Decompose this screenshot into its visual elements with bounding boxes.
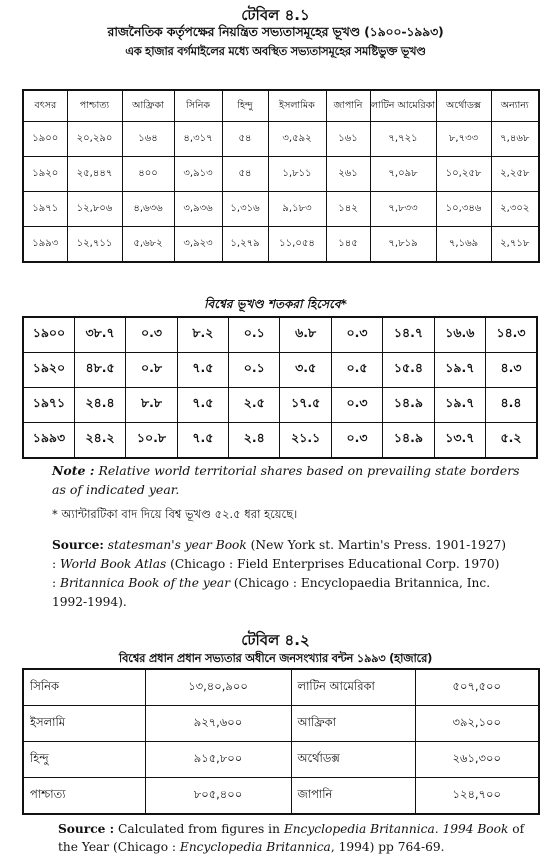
table-cell: ৪.৩ (486, 353, 537, 388)
table-cell: ১৯০০ (23, 317, 74, 353)
table-cell: ৭.৫ (177, 423, 228, 459)
population-value: ৮০৫,৪০০ (145, 778, 291, 815)
note-label: Note : (52, 463, 95, 478)
table-cell: ১৫.৪ (383, 353, 434, 388)
table-cell: ৫.২ (486, 423, 537, 459)
table-cell: ৫৪ (222, 157, 268, 192)
table-cell: ১৪৫ (326, 227, 370, 263)
population-table (22, 668, 540, 815)
source-2 (58, 820, 538, 856)
table-cell: ১৯৯৩ (23, 227, 67, 263)
table-cell: ৫,৬৮২ (122, 227, 174, 263)
table-cell: ৯,১৮৩ (268, 192, 326, 227)
table-cell: ২,৩০২ (491, 192, 539, 227)
table-cell: ১৪.৩ (486, 317, 537, 353)
source-1-title-1: statesman's year Book (103, 538, 247, 552)
civilization-name: আফ্রিকা (291, 706, 415, 742)
table-cell: ৭,৭২১ (370, 122, 436, 157)
table-row (23, 317, 537, 353)
civilization-name: ইসলামি (23, 706, 145, 742)
table-cell: ১০,৩৪৬ (436, 192, 491, 227)
table-cell: ১৪.৯ (383, 388, 434, 423)
table-cell: ৩.৫ (280, 353, 331, 388)
percent-table (22, 316, 538, 459)
table-cell: ৮.৮ (126, 388, 177, 423)
table-cell: ৮,৭৩৩ (436, 122, 491, 157)
table-cell: ১৯২০ (23, 353, 74, 388)
population-value: ১২৪,৭০০ (415, 778, 539, 815)
table-cell: ৪০০ (122, 157, 174, 192)
column-header: বৎসর (23, 90, 67, 122)
table-row (23, 742, 539, 778)
population-value: ৯১৫,৮০০ (145, 742, 291, 778)
column-header: জাপানি (326, 90, 370, 122)
table-row (23, 192, 539, 227)
table-cell: ৩৮.৭ (74, 317, 125, 353)
table-4-1-title: টেবিল ৪.১ (241, 6, 310, 24)
table-cell: ২৬১ (326, 157, 370, 192)
population-value: ১৩,৪০,৯০০ (145, 669, 291, 706)
civilization-name: হিন্দু (23, 742, 145, 778)
table-4-1-subtitle-2: এক হাজার বর্গমাইলের মধ্যে অবস্থিত সভ্যতাসমূহের সমষ্টিভুক্ত ভূখণ্ড (125, 44, 426, 58)
source-1-title-2: World Book Atlas (59, 557, 167, 571)
table-cell: ২.৫ (229, 388, 280, 423)
column-header: অর্থোডক্স (436, 90, 491, 122)
table-cell: ১৬১ (326, 122, 370, 157)
table-cell: ৭,৪৬৮ (491, 122, 539, 157)
table-cell: ০.৩ (331, 317, 382, 353)
table-cell: ১৩.৭ (434, 423, 485, 459)
table-cell: ২১.১ (280, 423, 331, 459)
table-cell: ৩,৯২৩ (174, 227, 222, 263)
source-1-label: Source: (52, 538, 104, 552)
table-cell: ৭,১৬৯ (436, 227, 491, 263)
table-cell: ১৯০০ (23, 122, 67, 157)
table-cell: ০.১ (229, 353, 280, 388)
table-cell: ১৪.৯ (383, 423, 434, 459)
table-cell: ২,২৫৮ (491, 157, 539, 192)
source-1-title-3: Britannica Book of the year (59, 576, 231, 590)
table-cell: ৭.৫ (177, 353, 228, 388)
table-cell: ১৯.৭ (434, 388, 485, 423)
territory-table (22, 89, 540, 263)
territory-header-row (23, 90, 539, 122)
column-header: আফ্রিকা (122, 90, 174, 122)
table-cell: ১৬.৬ (434, 317, 485, 353)
civilization-name: জাপানি (291, 778, 415, 815)
source-1-sep-2: : (52, 557, 60, 571)
source-2-text-2: of the Year (Chicago : (58, 822, 525, 854)
table-row (23, 388, 537, 423)
source-2-title-1: Encyclopedia Britannica. 1994 Book (283, 822, 509, 836)
table-cell: ১১,০৫৪ (268, 227, 326, 263)
table-row (23, 157, 539, 192)
table-cell: ১৬৪ (122, 122, 174, 157)
table-cell: ২৫,৪৪৭ (67, 157, 122, 192)
source-2-text-1: Calculated from figures in (114, 822, 284, 836)
table-cell: ২,৭১৮ (491, 227, 539, 263)
percent-body (23, 317, 537, 458)
civilization-name: লাটিন আমেরিকা (291, 669, 415, 706)
table-cell: ১২,৭১১ (67, 227, 122, 263)
table-row (23, 669, 539, 706)
civilization-name: অর্থোডক্স (291, 742, 415, 778)
table-cell: ১,৮১১ (268, 157, 326, 192)
table-cell: ৭,৮৩৩ (370, 192, 436, 227)
population-body (23, 669, 539, 814)
table-4-2-subtitle: বিশ্বের প্রধান প্রধান সভ্যতার অধীনে জনসংখ্যার বন্টন ১৯৯৩ (হাজারে) (118, 651, 433, 665)
star-note: * অ্যান্টারটিকা বাদ দিয়ে বিশ্ব ভূখণ্ড ৫২.৫ ধরা হয়েছে। (52, 507, 298, 521)
table-cell: ০.৩ (331, 388, 382, 423)
table-cell: ১,২৭৯ (222, 227, 268, 263)
column-header: লাটিন আমেরিকা (370, 90, 436, 122)
table-cell: ৩,৯৩৬ (174, 192, 222, 227)
table-cell: ০.১ (229, 317, 280, 353)
note (52, 461, 532, 499)
table-cell: ১৯৯৩ (23, 423, 74, 459)
table-cell: ১০,২৫৮ (436, 157, 491, 192)
table-cell: ১৭.৫ (280, 388, 331, 423)
population-value: ৩৯২,১০০ (415, 706, 539, 742)
table-row (23, 227, 539, 263)
note-text: Relative world territorial shares based on prevailing state borders as of indicated year. (52, 463, 520, 497)
table-cell: ১৯.৭ (434, 353, 485, 388)
table-cell: ১৪২ (326, 192, 370, 227)
table-cell: ০.৫ (331, 353, 382, 388)
source-1-text-2: (Chicago : Field Enterprises Educational Corp. 1970) (166, 557, 500, 571)
table-row (23, 353, 537, 388)
column-header: হিন্দু (222, 90, 268, 122)
source-2-label: Source : (58, 822, 115, 836)
column-header: পাশ্চাত্য (67, 90, 122, 122)
source-1-text-1: (New York st. Martin's Press. 1901-1927) (246, 538, 506, 552)
table-cell: ৩,৯১৩ (174, 157, 222, 192)
civilization-name: পাশ্চাত্য (23, 778, 145, 815)
territory-body (23, 122, 539, 263)
source-1-text-3: (Chicago : Encyclopaedia Britannica, Inc. 1992-1994). (52, 576, 491, 609)
table-cell: ২৪.৪ (74, 388, 125, 423)
source-2-text-3: , 1994) pp 764-69. (330, 840, 445, 854)
table-row (23, 423, 537, 459)
table-cell: ৫৪ (222, 122, 268, 157)
source-1 (52, 536, 522, 612)
population-value: ৯২৭,৬০০ (145, 706, 291, 742)
table-cell: ২.৪ (229, 423, 280, 459)
table-cell: ২৪.২ (74, 423, 125, 459)
table-cell: ৪.৪ (486, 388, 537, 423)
table-cell: ৮.২ (177, 317, 228, 353)
table-4-2-title: টেবিল ৪.২ (241, 631, 310, 649)
table-cell: ২০,২৯০ (67, 122, 122, 157)
table-cell: ১৯৭১ (23, 192, 67, 227)
table-cell: ১৯২০ (23, 157, 67, 192)
table-cell: ০.৮ (126, 353, 177, 388)
table-row (23, 122, 539, 157)
table-row (23, 706, 539, 742)
table-cell: ১০.৮ (126, 423, 177, 459)
table-cell: ১৪.৭ (383, 317, 434, 353)
source-2-title-2: Encyclopedia Britannica (179, 840, 331, 854)
civilization-name: সিনিক (23, 669, 145, 706)
percent-caption: বিশ্বের ভূখণ্ড শতকরা হিসেবে* (204, 297, 347, 311)
source-1-sep-3: : (52, 576, 60, 590)
table-4-1-subtitle: রাজনৈতিক কর্তৃপক্ষের নিয়ন্ত্রিত সভ্যতাসমূহের ভূখণ্ড (১৯০০-১৯৯৩) (107, 24, 444, 39)
table-cell: ৭.৫ (177, 388, 228, 423)
table-cell: ৭,০৯৮ (370, 157, 436, 192)
table-row (23, 778, 539, 815)
table-cell: ১,৩১৬ (222, 192, 268, 227)
table-cell: ৪৮.৫ (74, 353, 125, 388)
table-cell: ১৯৭১ (23, 388, 74, 423)
table-cell: ১২,৮০৬ (67, 192, 122, 227)
table-cell: ০.৩ (331, 423, 382, 459)
table-cell: ৭,৮১৯ (370, 227, 436, 263)
table-cell: ৪,৬৩৬ (122, 192, 174, 227)
column-header: সিনিক (174, 90, 222, 122)
table-cell: ৩,৫৯২ (268, 122, 326, 157)
table-cell: ৬.৮ (280, 317, 331, 353)
population-value: ২৬১,৩০০ (415, 742, 539, 778)
table-cell: ৪,৩১৭ (174, 122, 222, 157)
population-value: ৫০৭,৫০০ (415, 669, 539, 706)
column-header: ইসলামিক (268, 90, 326, 122)
table-cell: ০.৩ (126, 317, 177, 353)
column-header: অন্যান্য (491, 90, 539, 122)
